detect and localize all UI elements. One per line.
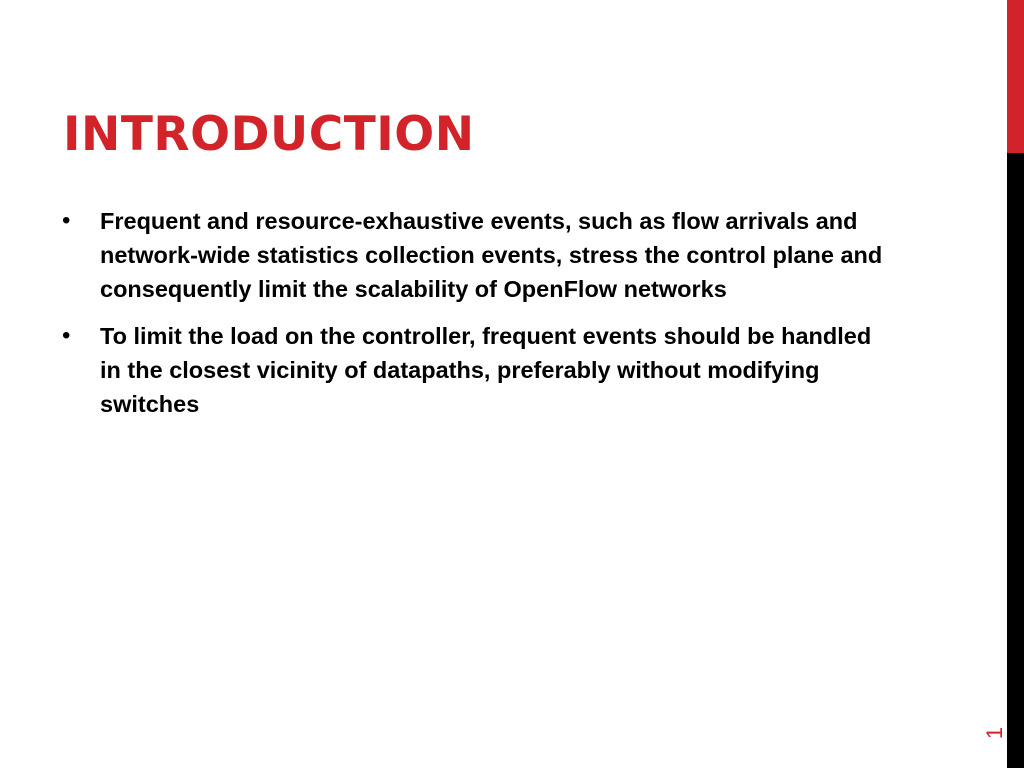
bullet-list bbox=[62, 204, 892, 434]
bullet-item-controller-load bbox=[62, 319, 892, 421]
bullet-marker-icon: • bbox=[62, 322, 71, 349]
slide-number: 1 bbox=[982, 726, 1007, 740]
accent-sidebar-red bbox=[1007, 0, 1024, 153]
accent-sidebar-black bbox=[1007, 153, 1024, 768]
bullet-marker-icon: • bbox=[62, 207, 71, 234]
slide-title: INTRODUCTION bbox=[63, 107, 475, 162]
bullet-item-flow-arrivals bbox=[62, 204, 892, 306]
bullet-text: To limit the load on the controller, frequent events should be handled in the closest vicinity of datapaths, preferably without modifying switches bbox=[100, 323, 872, 417]
bullet-text: Frequent and resource-exhaustive events, such as flow arrivals and network-wide statistics collection events, stress the control plane and consequently limit the scalability of OpenFlow networks bbox=[100, 208, 883, 302]
